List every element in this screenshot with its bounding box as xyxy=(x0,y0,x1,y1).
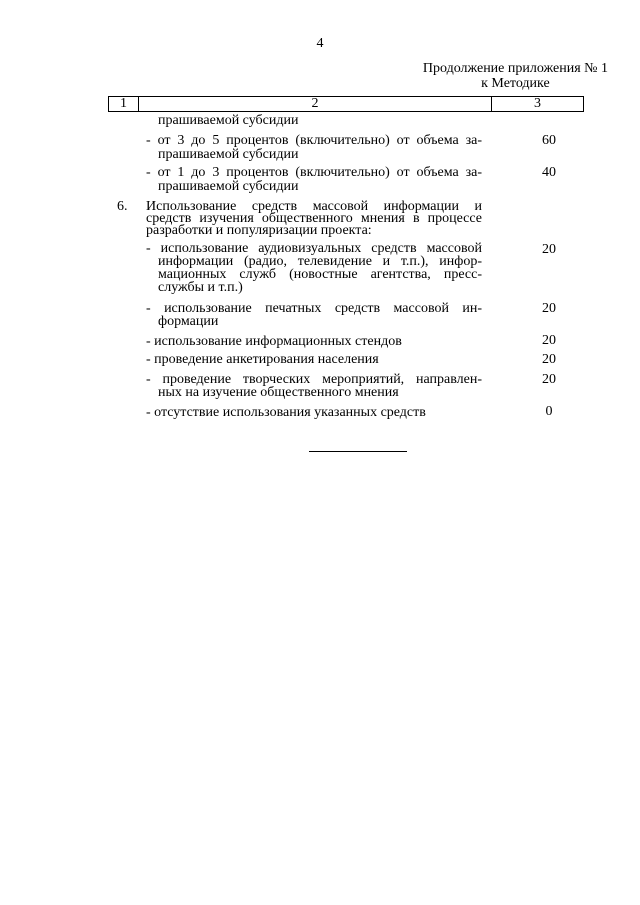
creative-events-line-1: - проведение творческих мероприятий, направлен- xyxy=(146,372,482,387)
section-6-title-line-1: Использование средств массовой информации и xyxy=(146,199,482,214)
column-2-number: 2 xyxy=(139,97,492,112)
survey-line-1: - проведение анкетирования населения xyxy=(146,352,379,367)
audiovisual-media-value: 20 xyxy=(542,242,556,257)
table-column-header xyxy=(108,96,584,112)
info-stands-value: 20 xyxy=(542,333,556,348)
column-3-number: 3 xyxy=(492,97,584,112)
row-3-5-percent-value: 60 xyxy=(542,133,556,148)
creative-events-line-2: ных на изучение общественного мнения xyxy=(158,385,399,400)
page-number: 4 xyxy=(316,36,324,51)
info-stands-line-1: - использование информационных стендов xyxy=(146,334,402,349)
print-media-value: 20 xyxy=(542,301,556,316)
no-usage-value: 0 xyxy=(545,404,553,419)
print-media-line-2: формации xyxy=(158,314,219,329)
section-6-title-line-3: разработки и популяризации проекта: xyxy=(146,223,372,238)
header-line-2: к Методике xyxy=(481,76,550,91)
creative-events-value: 20 xyxy=(542,372,556,387)
no-usage-line-1: - отсутствие использования указанных средств xyxy=(146,405,426,420)
audiovisual-media-line-1: - использование аудиовизуальных средств массовой xyxy=(146,241,482,256)
header-line-1: Продолжение приложения № 1 xyxy=(422,61,608,76)
row-3-5-percent-line-2: прашиваемой субсидии xyxy=(158,147,299,162)
row-1-3-percent-line-2: прашиваемой субсидии xyxy=(158,179,299,194)
section-6-title-line-2: средств изучения общественного мнения в процессе xyxy=(146,211,482,226)
section-6-number: 6. xyxy=(117,199,128,214)
print-media-line-1: - использование печатных средств массовой ин- xyxy=(146,301,482,316)
appendix-continuation-header xyxy=(423,61,608,91)
survey-value: 20 xyxy=(542,352,556,367)
row-1-3-percent-line-1: - от 1 до 3 процентов (включительно) от объема за- xyxy=(146,165,482,180)
row-3-5-percent-line-1: - от 3 до 5 процентов (включительно) от объема за- xyxy=(146,133,482,148)
end-separator-line xyxy=(309,451,407,452)
audiovisual-media-line-4: службы и т.п.) xyxy=(158,280,243,295)
row-continuation-text: прашиваемой субсидии xyxy=(158,113,299,128)
audiovisual-media-line-3: мационных служб (новостные агентства, пресс- xyxy=(158,267,482,282)
audiovisual-media-line-2: информации (радио, телевидение и т.п.), инфор- xyxy=(158,254,482,269)
column-1-number: 1 xyxy=(109,97,139,112)
row-1-3-percent-value: 40 xyxy=(542,165,556,180)
